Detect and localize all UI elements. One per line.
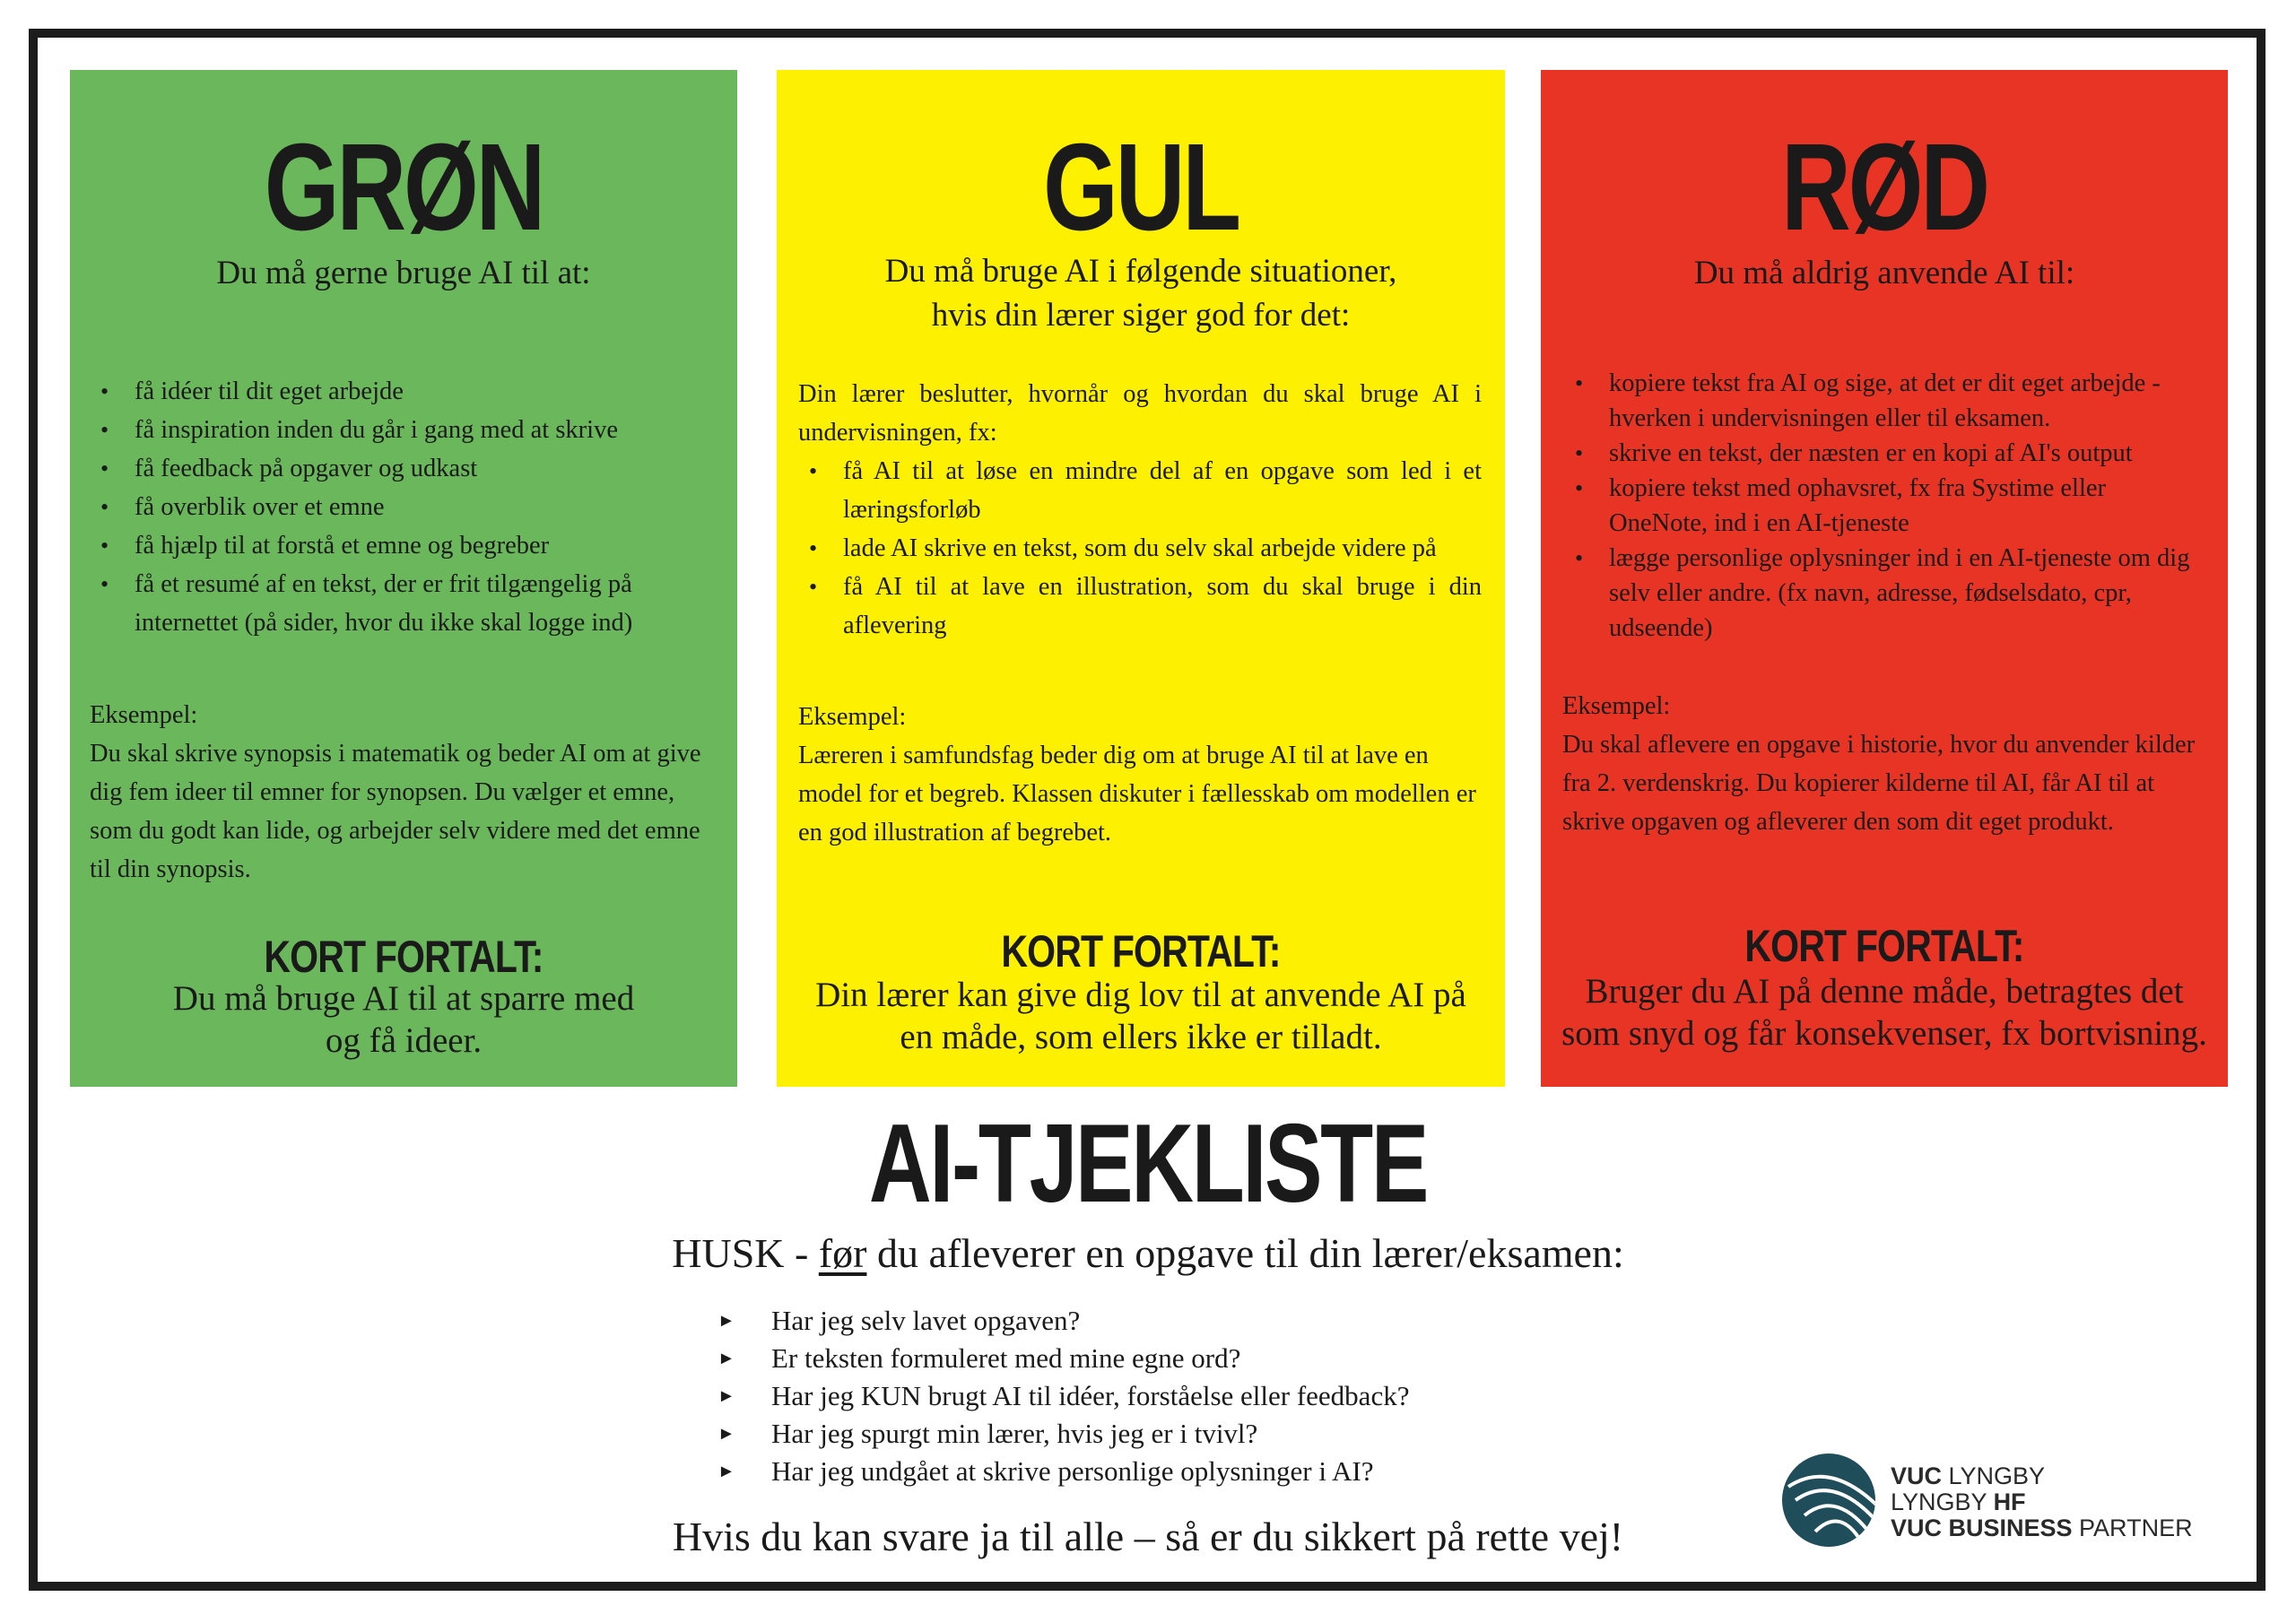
list-item: • få et resumé af en tekst, der er frit tilgængelig på internettet (på sider, hvor du ikke skal logge ind) bbox=[90, 565, 718, 642]
yellow-list bbox=[798, 452, 1482, 645]
vuc-logo-icon bbox=[1779, 1451, 1878, 1549]
list-item: • lade AI skrive en tekst, som du selv skal arbejde videre på bbox=[798, 529, 1482, 568]
green-subtitle: Du må gerne bruge AI til at: bbox=[216, 255, 591, 291]
list-item: • få overblik over et emne bbox=[90, 488, 718, 526]
logo-rest: PARTNER bbox=[2072, 1515, 2193, 1541]
checklist-item: ► Er teksten formuleret med mine egne ord? bbox=[718, 1340, 1409, 1377]
vuc-logo bbox=[1779, 1451, 2246, 1549]
kort-line: som snyd og får konsekvenser, fx bortvisning. bbox=[1561, 1014, 2207, 1053]
list-item: • få idéer til dit eget arbejde bbox=[90, 372, 718, 411]
checklist-item: ► Har jeg KUN brugt AI til idéer, forståelse eller feedback? bbox=[718, 1377, 1409, 1415]
checklist-item: ► Har jeg undgået at skrive personlige oplysninger i AI? bbox=[718, 1453, 1409, 1490]
green-example bbox=[90, 696, 718, 889]
green-kort-text bbox=[70, 977, 737, 1062]
list-item: • skrive en tekst, der næsten er en kopi af AI's output bbox=[1564, 436, 2192, 471]
red-kort-label: KORT FORTALT: bbox=[1744, 921, 2024, 971]
example-text: Du skal aflevere en opgave i historie, hvor du anvender kilder fra 2. verdenskrig. Du kopierer kilderne til AI, får AI til at skrive opgaven og afleverer den som dit eget produkt. bbox=[1562, 731, 2196, 836]
red-title: RØD bbox=[1781, 118, 1987, 256]
example-label: Eksempel: bbox=[798, 703, 907, 731]
kort-line: Bruger du AI på denne måde, betragtes det bbox=[1585, 972, 2184, 1011]
yellow-subtitle bbox=[777, 249, 1505, 337]
logo-bold: HF bbox=[1993, 1488, 2026, 1515]
red-example bbox=[1562, 687, 2213, 841]
yellow-kort-label: KORT FORTALT: bbox=[1001, 926, 1281, 976]
logo-line-2 bbox=[1891, 1489, 2193, 1515]
checklist-title: AI-TJEKLISTE bbox=[868, 1102, 1428, 1226]
checklist-closing: Hvis du kan svare ja til alle – så er du sikkert på rette vej! bbox=[672, 1514, 1624, 1559]
kort-line: Din lærer kan give dig lov til at anvende AI på bbox=[815, 976, 1466, 1014]
yellow-example bbox=[798, 698, 1482, 852]
list-item: • få feedback på opgaver og udkast bbox=[90, 449, 718, 488]
green-kort-label: KORT FORTALT: bbox=[264, 932, 544, 982]
logo-rest: LYNGBY bbox=[1942, 1462, 2046, 1489]
red-panel bbox=[1541, 70, 2228, 1087]
logo-line-1 bbox=[1891, 1463, 2193, 1489]
red-subtitle: Du må aldrig anvende AI til: bbox=[1693, 255, 2075, 291]
checklist-items bbox=[718, 1302, 1409, 1490]
list-item: • få hjælp til at forstå et emne og begreber bbox=[90, 526, 718, 565]
subtitle-line: Du må bruge AI i følgende situationer, bbox=[884, 253, 1397, 290]
example-text: Du skal skrive synopsis i matematik og beder AI om at give dig fem ideer til emner for synopsen. Du vælger et emne, som du godt kan lide, og arbejder selv videre med det emne til din synopsis. bbox=[90, 740, 701, 883]
logo-rest: LYNGBY bbox=[1891, 1488, 1994, 1515]
logo-bold: VUC BUSINESS bbox=[1891, 1515, 2073, 1541]
list-item: • få AI til at løse en mindre del af en opgave som led i et læringsforløb bbox=[798, 452, 1482, 529]
example-text: Læreren i samfundsfag beder dig om at bruge AI til at lave en model for et begreb. Klassen diskuter i fællesskab om modellen er en god illustration af begrebet. bbox=[798, 742, 1476, 846]
yellow-panel bbox=[777, 70, 1505, 1087]
list-item: • få AI til at lave en illustration, som du skal bruge i din aflevering bbox=[798, 568, 1482, 645]
logo-line-3 bbox=[1891, 1515, 2193, 1541]
reminder-suffix: du afleverer en opgave til din lærer/eksamen: bbox=[866, 1230, 1624, 1276]
yellow-intro: Din lærer beslutter, hvornår og hvordan du skal bruge AI i undervisningen, fx: bbox=[798, 380, 1482, 447]
green-list bbox=[90, 372, 718, 642]
reminder-underlined: før bbox=[818, 1230, 867, 1276]
yellow-kort-text bbox=[777, 974, 1505, 1058]
checklist-item: ► Har jeg spurgt min lærer, hvis jeg er i tvivl? bbox=[718, 1415, 1409, 1453]
example-label: Eksempel: bbox=[90, 701, 198, 729]
vuc-logo-text bbox=[1891, 1463, 2193, 1541]
list-item: • kopiere tekst fra AI og sige, at det er dit eget arbejde - hverken i undervisningen eller til eksamen. bbox=[1564, 366, 2192, 436]
yellow-title: GUL bbox=[1043, 118, 1239, 256]
checklist-item: ► Har jeg selv lavet opgaven? bbox=[718, 1302, 1409, 1340]
example-label: Eksempel: bbox=[1562, 692, 1671, 720]
list-item: • lægge personlige oplysninger ind i en AI-tjeneste om dig selv eller andre. (fx navn, adresse, fødselsdato, cpr, udseende) bbox=[1564, 541, 2192, 646]
reminder-prefix: HUSK - bbox=[672, 1230, 819, 1276]
list-item: • kopiere tekst med ophavsret, fx fra Systime eller OneNote, ind i en AI-tjeneste bbox=[1564, 471, 2192, 541]
kort-line: og få ideer. bbox=[325, 1021, 483, 1060]
kort-line: en måde, som ellers ikke er tilladt. bbox=[900, 1018, 1382, 1056]
subtitle-line: hvis din lærer siger god for det: bbox=[931, 297, 1351, 334]
green-panel bbox=[70, 70, 737, 1087]
green-title: GRØN bbox=[264, 118, 544, 256]
red-kort-text bbox=[1541, 970, 2228, 1055]
checklist-reminder bbox=[0, 1228, 2296, 1279]
logo-bold: VUC bbox=[1891, 1462, 1943, 1489]
kort-line: Du må bruge AI til at sparre med bbox=[172, 979, 635, 1018]
red-list bbox=[1564, 366, 2192, 646]
list-item: • få inspiration inden du går i gang med at skrive bbox=[90, 411, 718, 449]
